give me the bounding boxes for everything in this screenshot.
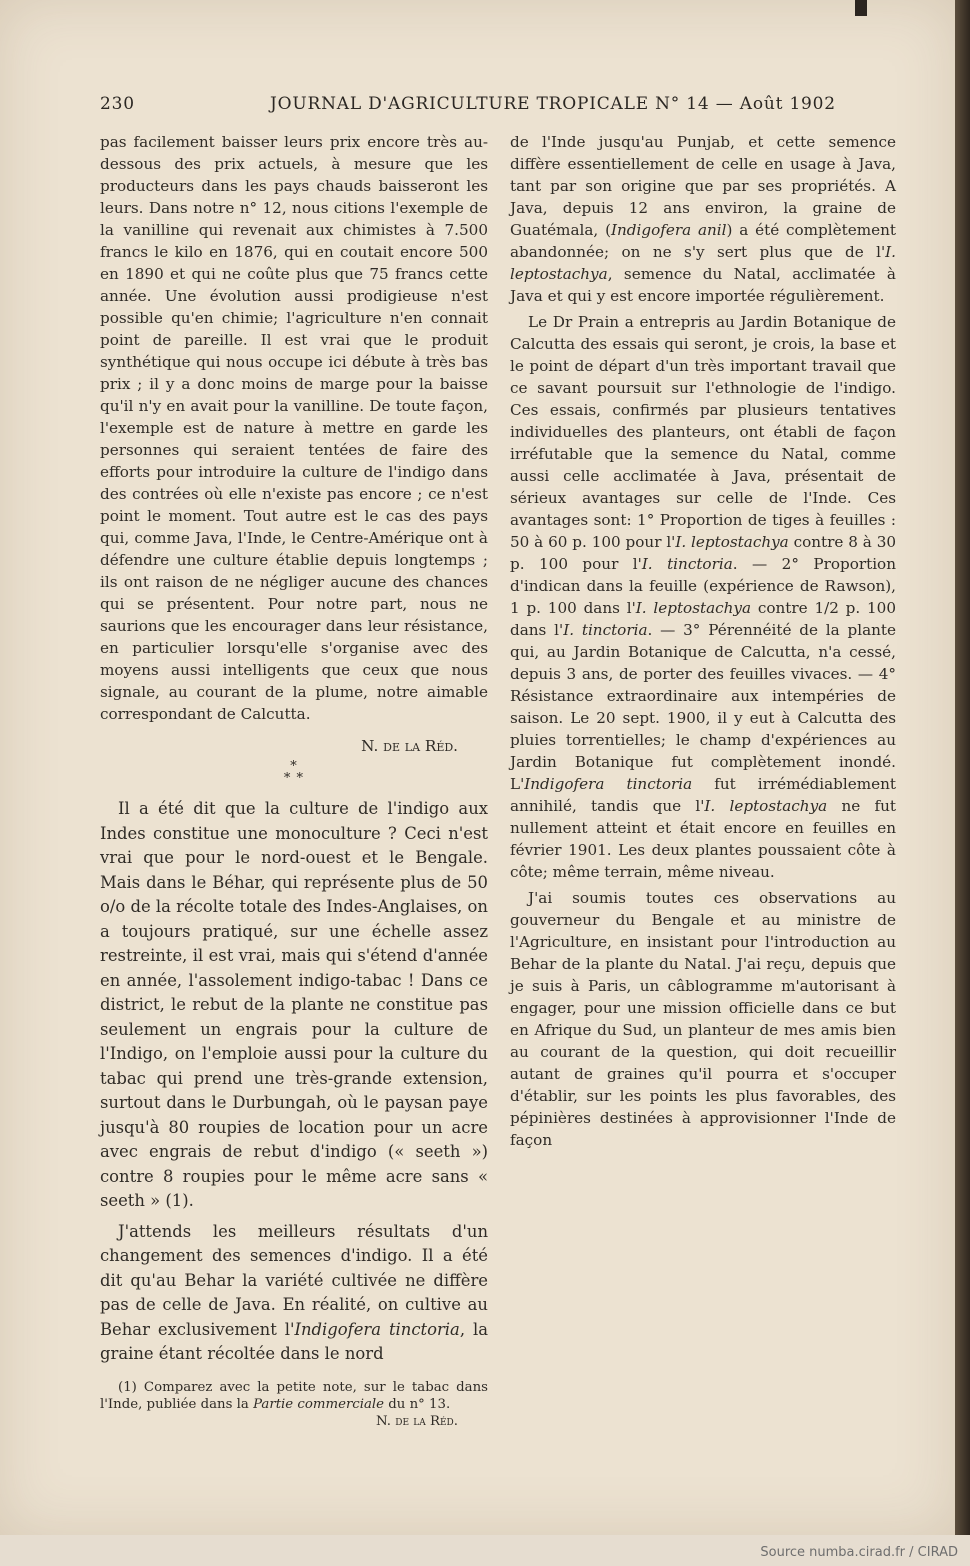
right-paragraph-1 [510, 131, 896, 307]
left-body-section-2 [100, 797, 488, 1367]
italic-species-name: I. leptostachya [635, 599, 752, 617]
text-run: fut irrémédiablement annihilé, tandis que l' [510, 775, 896, 815]
binding-edge [955, 0, 970, 1535]
text-run: Le Dr Prain a entrepris au Jardin Botanique de Calcutta des essais qui seront, je crois, la base et le point de départ d'un très important travail que ce savant poursuit sur l'ethnologie de l'indigo. Ces essais, confirmés par plusieurs tentatives individuelles des planteurs, ont établi de façon irréfutable que la semence du Natal, comme aussi celle acclimatée à Java, présentait de sérieux avantages sur celle de l'Inde. Ces avantages sont: 1° Proportion de tiges à feuilles : 50 à 60 p. 100 pour l' [510, 313, 896, 551]
text-run: . — 2° Proportion d'indican dans la feuille (expérience de Rawson), 1 p. 100 dans l' [510, 555, 896, 617]
text-run: (1) Comparez avec la petite note, sur le tabac dans l'Inde, publiée dans la [100, 1379, 488, 1412]
italic-species-name: I. leptostachya [704, 797, 828, 815]
footnote-text [100, 1379, 488, 1413]
page-number: 230 [100, 94, 135, 114]
text-run: , la graine étant récoltée dans le nord [100, 1319, 489, 1363]
running-header [100, 94, 895, 116]
text-run: , semence du Natal, acclimatée à Java et qui y est encore importée régulièrement. [510, 265, 896, 305]
text-run: de l'Inde jusqu'au Punjab, et cette semence diffère essentiellement de celle en usage à Java, tant par son origine que par ses propriétés. A Java, depuis 12 ans environ, la graine de Guatémala, ( [510, 133, 896, 239]
left-paragraph-3 [100, 1220, 488, 1367]
text-run: du n° 13. [384, 1396, 451, 1412]
text-run: contre 1/2 p. 100 dans l' [510, 599, 897, 639]
text-run: J'attends les meilleurs résultats d'un changement des semences d'indigo. Il a été dit qu'au Behar la variété cultivée ne diffère pas de celle de Java. En réalité, on cultive au Behar exclusivement l' [100, 1221, 488, 1339]
source-credit: Source numba.cirad.fr / CIRAD [760, 1545, 958, 1560]
section-asterism [100, 761, 488, 785]
footnote-signature: N. de la Réd. [376, 1413, 458, 1429]
footnote [100, 1379, 488, 1430]
editor-signature: N. de la Réd. [361, 737, 458, 755]
asterism-glyph: * * * [283, 759, 305, 786]
journal-title: JOURNAL D'AGRICULTURE TROPICALE N° 14 — Août 1902 [270, 94, 836, 114]
right-column [510, 131, 896, 1151]
text-run: contre 8 à 30 p. 100 pour l' [510, 533, 897, 573]
left-paragraph-1: pas facilement baisser leurs prix encore très au-dessous des prix actuels, à mesure que les producteurs dans les pays chauds baisseront les leurs. Dans notre n° 12, nous citions l'exemple de la vanilline qui revenait aux chimistes à 7.500 francs le kilo en 1876, qui en coutait encore 500 en 1890 et qui ne coûte plus que 75 francs cette année. Une évolution aussi prodigieuse n'est possible qu'en chimie; l'agriculture n'en connait point de pareille. Il est vrai que le produit synthétique qui nous occupe ici débute à très bas prix ; il y a donc moins de marge pour la baisse qu'il n'y en avait pour la vanilline. De toute façon, l'exemple est de nature à mettre en garde les personnes qui seraient tentées de faire des efforts pour introduire la culture de l'indigo dans des contrées où elle n'existe pas encore ; ce n'est point le moment. Tout autre est le cas des pays qui, comme Java, l'Inde, le Centre-Amérique ont à défendre une culture établie depuis longtemps ; ils ont raison de ne négliger aucune des chances qui se présentent. Pour notre part, nous ne saurions que les encourager dans leur résistance, en particulier lorsqu'elle s'organise avec des moyens aussi intelligents que ceux que nous signale, au courant de la plume, notre aimable correspondant de Calcutta. [100, 133, 488, 723]
text-run: ) a été complètement abandonnée; on ne s'y sert plus que de l' [510, 221, 896, 261]
right-paragraph-3: J'ai soumis toutes ces observations au gouverneur du Bengale et au ministre de l'Agriculture, en insistant pour l'introduction au Behar de la plante du Natal. J'ai reçu, depuis que je suis à Paris, un câblogramme m'autorisant à engager, pour une mission officielle dans ce but en Afrique du Sud, un planteur de mes amis bien au courant de la question, qui doit recueillir autant de graines qu'il pourra et s'occuper d'établir, sur les points les plus favorables, des pépinières destinées à approvisionner l'Inde de façon [510, 889, 896, 1149]
text-run: ne fut nullement atteint et était encore en feuilles en février 1901. Les deux plantes poussaient côte à côte; même terrain, même niveau. [510, 797, 897, 881]
left-column [100, 131, 488, 1430]
page-tab-mark [855, 0, 867, 16]
right-paragraph-2 [510, 311, 896, 883]
italic-species-name: I. leptostachya [675, 533, 789, 551]
italic-species-name: Indigofera anil [611, 221, 727, 239]
italic-species-name: Indigofera tinctoria [294, 1319, 460, 1339]
italic-species-name: I. tinctoria [641, 555, 733, 573]
left-paragraph-2: Il a été dit que la culture de l'indigo aux Indes constitue une monoculture ? Ceci n'est vrai que pour le nord-ouest et le Bengale. Mais dans le Béhar, qui représente plus de 50 o/o de la récolte totale des Indes-Anglaises, on a toujours pratiqué, sur une échelle assez restreinte, il est vrai, mais qui s'étend d'année en année, l'assolement indigo-tabac ! Dans ce district, le rebut de la plante ne constitue pas seulement un engrais pour la culture de l'Indigo, on l'emploie aussi pour la culture du tabac qui prend une très-grande extension, surtout dans le Durbungah, où le paysan paye jusqu'à 80 roupies de location pour un acre avec engrais de rebut d'indigo (« seeth ») contre 8 roupies pour le même acre sans « seeth » (1). [100, 799, 488, 1210]
italic-species-name: I. tinctoria [563, 621, 648, 639]
italic-title: Partie commerciale [253, 1396, 385, 1412]
text-run: . — 3° Pérennéité de la plante qui, au Jardin Botanique de Calcutta, n'a cessé, depuis 3 ans, de porter des feuilles vivaces. — 4° Résistance extraordinaire aux intempéries de saison. Le 20 sept. 1900, il y eut à Calcutta des pluies torrentielles; le champ d'expériences au Jardin Botanique fut complètement inondé. L' [510, 621, 897, 793]
italic-species-name: Indigofera tinctoria [524, 775, 693, 793]
italic-species-name: I. leptostachya [510, 243, 896, 283]
